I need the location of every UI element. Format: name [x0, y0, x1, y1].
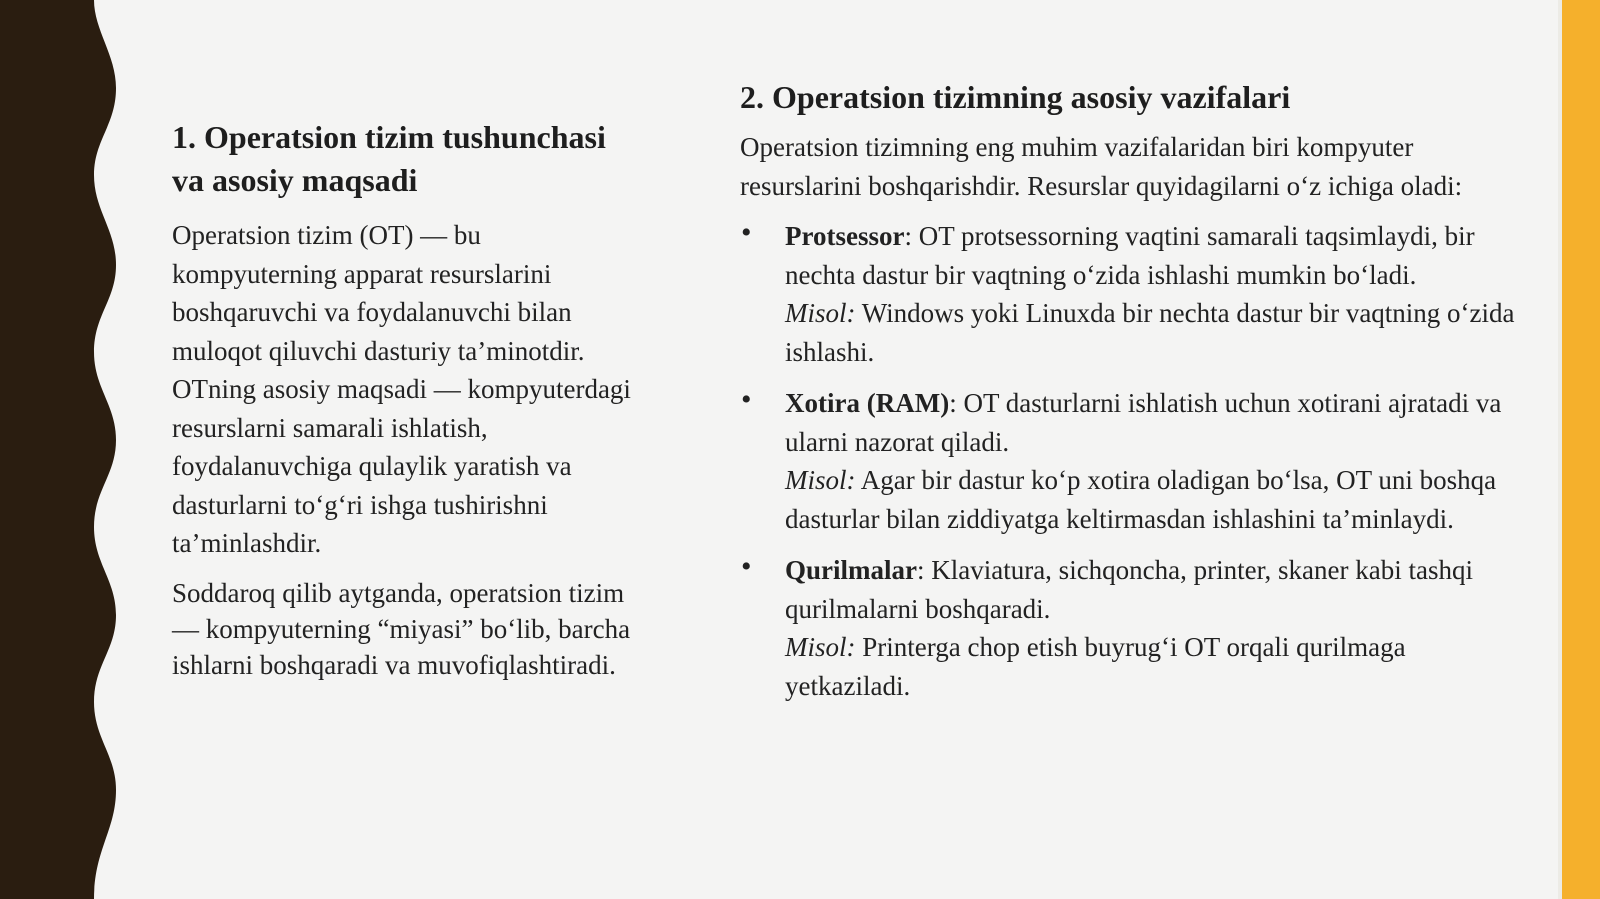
example-label: Misol: — [785, 632, 856, 662]
right-heading: 2. Operatsion tizimning asosiy vazifalari — [740, 79, 1291, 115]
bullet-text: : OT protsessorning vaqtini samarali taqsimlaydi, bir nechta dastur bir vaqtning o‘zida ishlashi mumkin bo‘ladi. — [785, 221, 1475, 290]
bullet-term: Qurilmalar — [785, 555, 917, 585]
example-text: Agar bir dastur ko‘p xotira oladigan bo‘lsa, OT uni boshqa dasturlar bilan ziddiyatga keltirmasdan ishlashini ta’minlaydi. — [785, 465, 1497, 534]
bullet-term: Xotira (RAM) — [785, 388, 950, 418]
left-decorative-band — [0, 0, 130, 899]
example-text: Windows yoki Linuxda bir nechta dastur bir vaqtning o‘zida ishlashi. — [785, 298, 1515, 367]
left-paragraph-summary: Soddaroq qilib aytganda, operatsion tizim — kompyuterning “miyasi” bo‘lib, barcha ishlarni boshqaradi va muvofiqlashtiradi. — [172, 577, 631, 680]
bullet-dot-icon: • — [741, 383, 752, 416]
example-label: Misol: — [785, 465, 856, 495]
bullet-dot-icon: • — [741, 216, 752, 249]
bullet-item-xotira — [740, 384, 1520, 538]
bullet-term: Protsessor — [785, 221, 905, 251]
right-intro-paragraph: Operatsion tizimning eng muhim vazifalaridan biri kompyuter resurslarini boshqarishdir. Resurslar quyidagilarni o‘z ichiga oladi: — [740, 132, 1463, 201]
bullet-text: : Klaviatura, sichqoncha, printer, skaner kabi tashqi qurilmalarni boshqaradi. — [785, 555, 1473, 624]
example-label: Misol: — [785, 298, 856, 328]
wavy-band-shape — [0, 0, 116, 899]
bullet-item-protsessor — [740, 217, 1520, 371]
right-accent-band — [1562, 0, 1600, 899]
left-paragraph-definition: Operatsion tizim (OT) — bu kompyuterning apparat resurslarini boshqaruvchi va foydalanuvchi bilan muloqot qiluvchi dasturiy ta’minotdir. OTning asosiy maqsadi — kompyuterdagi resurslarni samarali ishlatish, foydalanuvchiga qulaylik yaratish va dasturlarni to‘g‘ri ishga tushirishni ta’minlashdir. — [172, 220, 631, 558]
bullet-text: : OT dasturlarni ishlatish uchun xotirani ajratadi va ularni nazorat qiladi. — [785, 388, 1502, 457]
example-text: Printerga chop etish buyrug‘i OT orqali qurilmaga yetkaziladi. — [785, 632, 1406, 701]
bullet-item-qurilmalar — [740, 551, 1520, 705]
right-column — [740, 72, 1520, 718]
left-column — [172, 116, 642, 683]
left-heading: 1. Operatsion tizim tushunchasi va asosiy maqsadi — [172, 119, 606, 198]
bullet-dot-icon: • — [741, 550, 752, 583]
resource-bullet-list — [740, 217, 1520, 705]
